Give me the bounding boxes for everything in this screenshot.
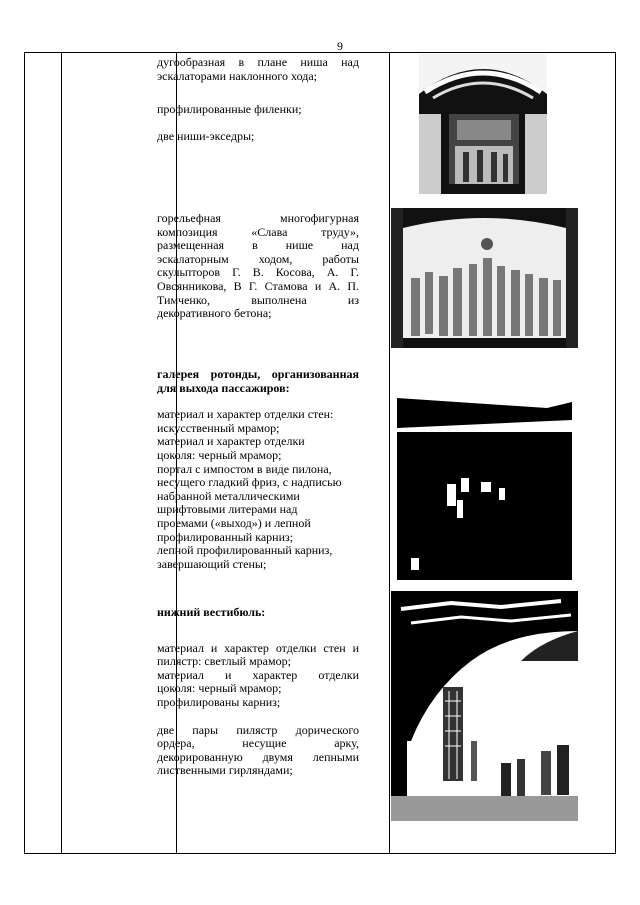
block2-line: Тимченко, выполнена из (157, 292, 359, 307)
block4-line: лиственными гирляндами; (157, 763, 293, 778)
block3-line: материал и характер отделки (157, 434, 305, 449)
block3-line: несущего гладкий фриз, с надписью (157, 475, 342, 490)
block3-line: профилированный карниз; (157, 529, 294, 544)
block4-line: материал и характер отделки (157, 667, 359, 682)
block3-text (157, 368, 359, 571)
block3-line: завершающий стены; (157, 556, 267, 571)
photo-rotunda-gallery (397, 388, 572, 580)
block3-line: цоколя: черный мрамор; (157, 447, 282, 462)
block4-line: ордера, несущие арку, (157, 736, 359, 751)
block3-line: набранной металлическими (157, 488, 300, 503)
block1-line2: эскалаторами наклонного хода; (157, 68, 317, 83)
photo-niche (419, 54, 547, 194)
block3-heading: галерея ротонды, организованная (157, 367, 359, 381)
block3-line: лепной профилированный карниз, (157, 543, 333, 558)
block3-line: искусственный мрамор; (157, 420, 280, 435)
block1-text (157, 56, 359, 83)
block2-line: горельефная многофигурная (157, 211, 359, 225)
block4-line: пилястр: светлый мрамор; (157, 654, 291, 669)
photo-lower-vestibule (391, 591, 578, 821)
block3-line: проемами («выход») и лепной (157, 515, 311, 530)
page-number: 9 (337, 39, 343, 53)
block2-text (157, 212, 359, 321)
block4-text (157, 606, 359, 778)
block3-line: материал и характер отделки стен: (157, 407, 334, 422)
block4-heading: нижний вестибюль: (157, 605, 266, 619)
block4-line: декорированную двумя лепными (157, 749, 359, 764)
block2-line: Овсянникова, В Г. Стамова и А. П. (157, 278, 359, 293)
column-divider-1 (61, 53, 62, 853)
block4-line: материал и характер отделки стен и (157, 640, 359, 655)
block4-line: цоколя: черный мрамор; (157, 681, 282, 696)
photo-relief (391, 208, 578, 348)
block3-heading: для выхода пассажиров: (157, 380, 290, 395)
block1-item2: профилированные филенки; (157, 102, 302, 116)
block4-line: профилированы карниз; (157, 694, 281, 709)
block3-line: шрифтовыми литерами над (157, 502, 298, 517)
block2-line: скульпторов Г. В. Косова, А. Г. (157, 265, 359, 280)
column-divider-3 (389, 53, 390, 853)
block3-line: портал с импостом в виде пилона, (157, 461, 332, 476)
block2-line: эскалаторным ходом, работы (157, 251, 359, 266)
block1-line1: дугообразная в плане ниша над (157, 55, 359, 69)
block2-line: композиция «Слава труду», (157, 224, 359, 239)
block2-line: размещенная в нише над (157, 238, 359, 253)
block2-line: декоративного бетона; (157, 306, 272, 321)
block4-line: две пары пилястр дорического (157, 722, 359, 737)
block1-item3: две ниши-экседры; (157, 129, 255, 143)
